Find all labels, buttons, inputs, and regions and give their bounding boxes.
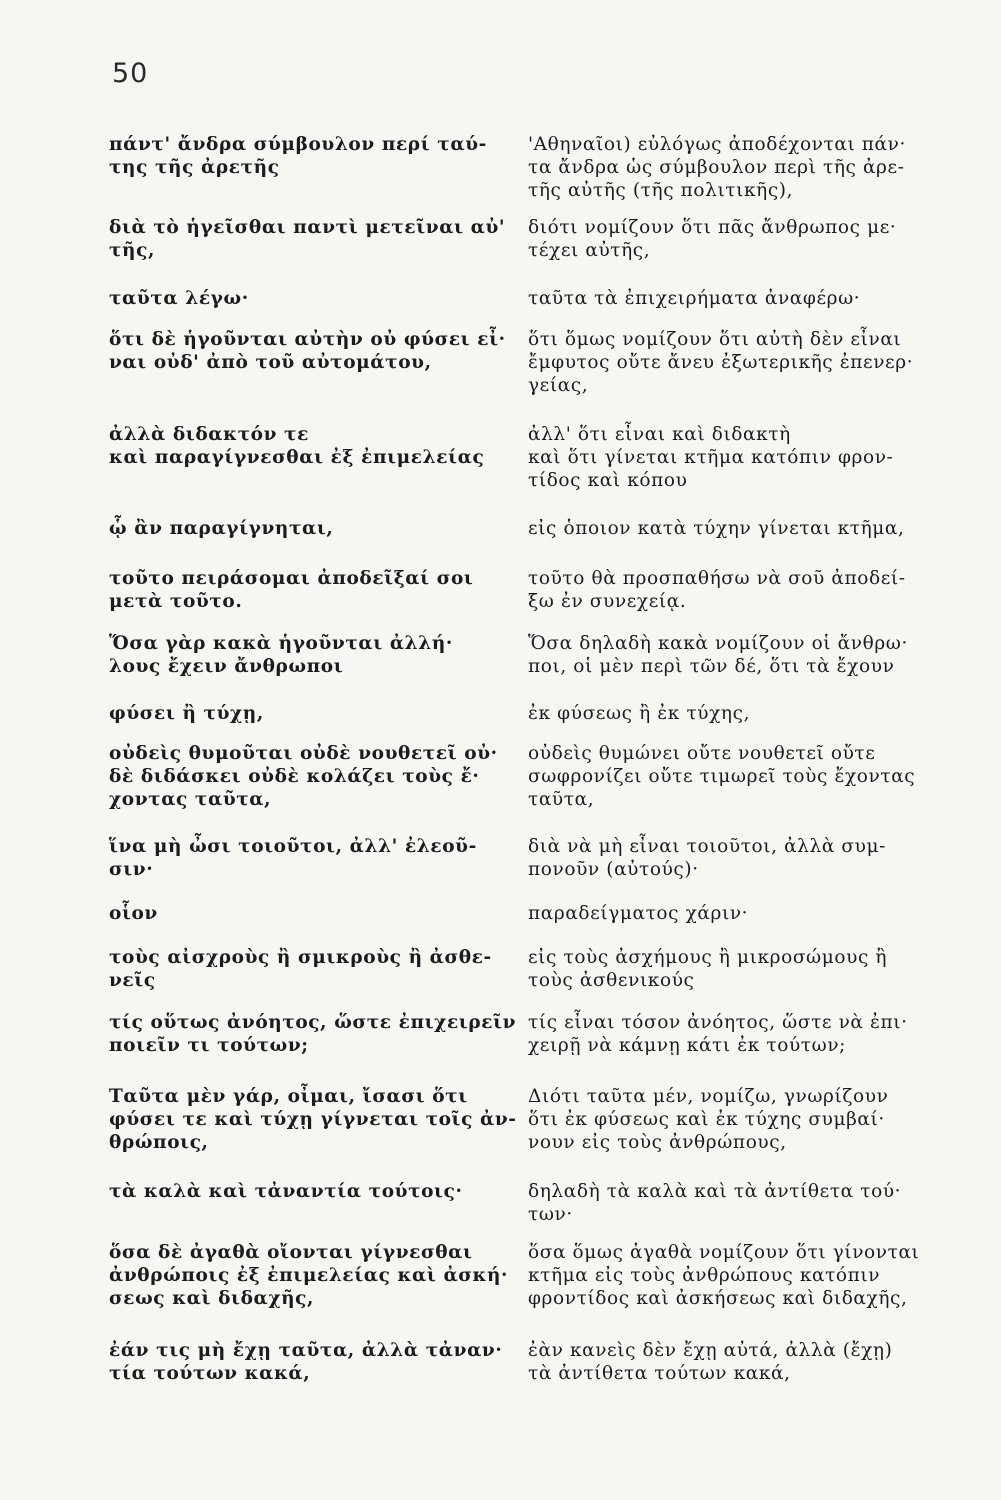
modern-greek-translation	[528, 742, 958, 811]
text-line: διότι νομίζουν ὅτι πᾶς ἄνθρωπος με·	[528, 217, 897, 238]
modern-greek-translation	[528, 1085, 958, 1154]
text-line: οἷον	[109, 903, 158, 924]
ancient-greek-text	[109, 1180, 509, 1203]
modern-greek-translation	[528, 632, 958, 678]
ancient-greek-text	[109, 328, 509, 374]
ancient-greek-text	[109, 216, 509, 262]
modern-greek-translation	[528, 835, 958, 881]
text-line: χοντας ταῦτα,	[109, 789, 272, 810]
text-line: τοῦτο πειράσομαι ἀποδεῖξαί σοι	[109, 568, 474, 589]
text-line: ἀλλ' ὅτι εἶναι καὶ διδακτὴ	[528, 424, 791, 445]
text-line: ταῦτα τὰ ἐπιχειρήματα ἀναφέρω·	[528, 288, 861, 309]
text-line: σεως καὶ διδαχῆς,	[109, 1288, 315, 1309]
text-line: λους ἔχειν ἄνθρωποι	[109, 656, 344, 677]
ancient-greek-text	[109, 835, 509, 881]
ancient-greek-text	[109, 702, 509, 725]
ancient-greek-text	[109, 133, 509, 179]
text-line: τῆς,	[109, 240, 156, 261]
text-line: ὅτι ἐκ φύσεως καὶ ἐκ τύχης συμβαί·	[528, 1109, 885, 1130]
text-line: πονοῦν (αὐτούς)·	[528, 859, 699, 880]
text-line: ναι οὐδ' ἀπὸ τοῦ αὐτομάτου,	[109, 352, 432, 373]
text-line: νεῖς	[109, 970, 156, 991]
ancient-greek-text	[109, 1011, 517, 1057]
modern-greek-translation	[528, 1241, 958, 1310]
text-line: θρώποις,	[109, 1132, 209, 1153]
text-line: φύσει ἢ τύχῃ,	[109, 703, 264, 724]
modern-greek-translation	[528, 1339, 958, 1385]
text-line: εἰς ὁποιον κατὰ τύχην γίνεται κτῆμα,	[528, 518, 905, 539]
modern-greek-translation	[528, 517, 958, 540]
text-line: της τῆς ἀρετῆς	[109, 157, 280, 178]
text-line: ποι, οἱ μὲν περὶ τῶν δέ, ὅτι τὰ ἔχουν	[528, 656, 895, 677]
text-line: δηλαδὴ τὰ καλὰ καὶ τὰ ἀντίθετα τού·	[528, 1181, 902, 1202]
text-line: Ταῦτα μὲν γάρ, οἶμαι, ἴσασι ὅτι	[109, 1086, 468, 1107]
text-line: φροντίδος καὶ ἀσκήσεως καὶ διδαχῆς,	[528, 1288, 908, 1309]
ancient-greek-text	[109, 946, 509, 992]
text-line: τίδος καὶ κόπου	[528, 470, 688, 491]
text-line: τέχει αὐτῆς,	[528, 240, 651, 261]
text-line: ξω ἐν συνεχείᾳ.	[528, 591, 687, 612]
text-line: οὐδεὶς θυμοῦται οὐδὲ νουθετεῖ οὐ·	[109, 743, 498, 764]
text-line: τοὺς ἀσθενικούς	[528, 970, 695, 991]
ancient-greek-text	[109, 742, 509, 811]
text-line: χειρῇ νὰ κάμνῃ κάτι ἐκ τούτων;	[528, 1035, 847, 1056]
text-line: τῆς αὐτῆς (τῆς πολιτικῆς),	[528, 180, 794, 201]
text-line: διὰ τὸ ἡγεῖσθαι παντὶ μετεῖναι αὐ'	[109, 217, 506, 238]
text-line: τίς εἶναι τόσον ἀνόητος, ὥστε νὰ ἐπι·	[528, 1012, 908, 1033]
modern-greek-translation	[528, 567, 958, 613]
text-line: 'Αθηναῖοι) εὐλόγως ἀποδέχονται πάν·	[528, 134, 906, 155]
text-line: τοὺς αἰσχροὺς ἢ σμικροὺς ἢ ἀσθε-	[109, 947, 492, 968]
modern-greek-translation	[528, 946, 958, 992]
text-line: τία τούτων κακά,	[109, 1363, 311, 1384]
page-number: 50	[112, 58, 149, 89]
text-line: Ὅσα γὰρ κακὰ ἡγοῦνται ἀλλή·	[109, 633, 453, 654]
text-line: Διότι ταῦτα μέν, νομίζω, γνωρίζουν	[528, 1086, 889, 1107]
text-line: δὲ διδάσκει οὐδὲ κολάζει τοὺς ἔ·	[109, 766, 480, 787]
text-line: ὅτι ὅμως νομίζουν ὅτι αὐτὴ δὲν εἶναι	[528, 329, 902, 350]
text-line: ἔμφυτος οὔτε ἄνευ ἐξωτερικῆς ἐπενερ·	[528, 352, 914, 373]
modern-greek-translation	[528, 423, 958, 492]
text-line: μετὰ τοῦτο.	[109, 591, 243, 612]
text-line: ἀλλὰ διδακτόν τε	[109, 424, 309, 445]
text-line: νουν εἰς τοὺς ἀνθρώπους,	[528, 1132, 787, 1153]
text-line: γείας,	[528, 375, 589, 396]
text-line: των·	[528, 1204, 573, 1225]
modern-greek-translation	[528, 1180, 958, 1226]
text-line: ἀνθρώποις ἐξ ἐπιμελείας καὶ ἀσκή·	[109, 1265, 509, 1286]
text-line: ταῦτα,	[528, 789, 595, 810]
text-line: κτῆμα εἰς τοὺς ἀνθρώπους κατόπιν	[528, 1265, 881, 1286]
text-line: ᾧ ἂν παραγίγνηται,	[109, 518, 334, 539]
text-line: πάντ' ἄνδρα σύμβουλον περί ταύ-	[109, 134, 487, 155]
text-line: τα ἄνδρα ὡς σύμβουλον περὶ τῆς ἀρε-	[528, 157, 905, 178]
text-line: σιν·	[109, 859, 154, 880]
text-line: φύσει τε καὶ τύχῃ γίγνεται τοῖς ἀν-	[109, 1109, 517, 1130]
text-line: ποιεῖν τι τούτων;	[109, 1035, 309, 1056]
modern-greek-translation	[528, 702, 958, 725]
ancient-greek-text	[109, 1085, 517, 1154]
text-line: διὰ νὰ μὴ εἶναι τοιοῦτοι, ἀλλὰ συμ-	[528, 836, 886, 857]
text-line: καὶ ὅτι γίνεται κτῆμα κατόπιν φρον-	[528, 447, 894, 468]
text-line: σωφρονίζει οὔτε τιμωρεῖ τοὺς ἔχοντας	[528, 766, 916, 787]
ancient-greek-text	[109, 287, 509, 310]
modern-greek-translation	[528, 328, 958, 397]
text-line: ἐάν τις μὴ ἔχῃ ταῦτα, ἀλλὰ τἀναν·	[109, 1340, 503, 1361]
text-line: τοῦτο θὰ προσπαθήσω νὰ σοῦ ἀποδεί-	[528, 568, 906, 589]
text-line: ὅσα δὲ ἀγαθὰ οἴονται γίγνεσθαι	[109, 1242, 473, 1263]
modern-greek-translation	[528, 133, 958, 202]
text-line: παραδείγματος χάριν·	[528, 903, 749, 924]
modern-greek-translation	[528, 1011, 958, 1057]
ancient-greek-text	[109, 1241, 509, 1310]
text-line: οὐδεὶς θυμώνει οὔτε νουθετεῖ οὔτε	[528, 743, 876, 764]
text-line: ταῦτα λέγω·	[109, 288, 249, 309]
ancient-greek-text	[109, 517, 509, 540]
modern-greek-translation	[528, 902, 958, 925]
ancient-greek-text	[109, 423, 509, 469]
modern-greek-translation	[528, 216, 958, 262]
text-line: τὰ καλὰ καὶ τἀναντία τούτοις·	[109, 1181, 463, 1202]
ancient-greek-text	[109, 567, 509, 613]
text-line: εἰς τοὺς ἀσχήμους ἢ μικροσώμους ἢ	[528, 947, 888, 968]
text-line: τίς οὕτως ἀνόητος, ὥστε ἐπιχειρεῖν	[109, 1012, 517, 1033]
text-line: καὶ παραγίγνεσθαι ἐξ ἐπιμελείας	[109, 447, 485, 468]
text-line: ὅσα ὅμως ἀγαθὰ νομίζουν ὅτι γίνονται	[528, 1242, 920, 1263]
ancient-greek-text	[109, 632, 509, 678]
modern-greek-translation	[528, 287, 958, 310]
text-line: ὅτι δὲ ἡγοῦνται αὐτὴν οὐ φύσει εἶ·	[109, 329, 506, 350]
text-line: ἐὰν κανεὶς δὲν ἔχῃ αὐτά, ἀλλὰ (ἔχῃ)	[528, 1340, 893, 1361]
text-line: ἵνα μὴ ὦσι τοιοῦτοι, ἀλλ' ἐλεοῦ-	[109, 836, 477, 857]
text-line: τὰ ἀντίθετα τούτων κακά,	[528, 1363, 791, 1384]
text-line: ἐκ φύσεως ἢ ἐκ τύχης,	[528, 703, 751, 724]
text-line: Ὅσα δηλαδὴ κακὰ νομίζουν οἱ ἄνθρω·	[528, 633, 908, 654]
ancient-greek-text	[109, 902, 509, 925]
ancient-greek-text	[109, 1339, 509, 1385]
